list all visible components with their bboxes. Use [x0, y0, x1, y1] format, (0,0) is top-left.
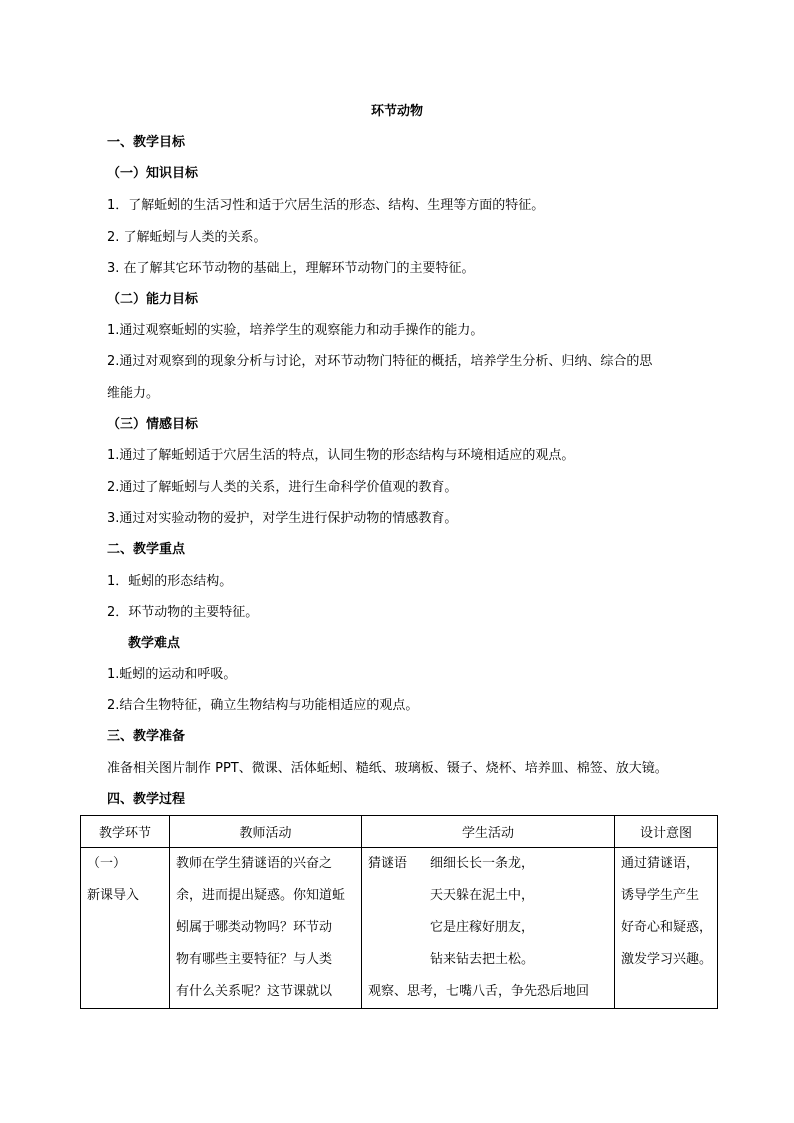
stage-number: （一）	[87, 856, 127, 871]
header-teacher-activity: 教师活动	[170, 816, 362, 848]
riddle-label: 猜谜语	[368, 856, 408, 871]
header-stage: 教学环节	[81, 816, 170, 848]
difficulty-item: 1.蚯蚓的运动和呼吸。	[107, 667, 237, 682]
knowledge-item: 1．了解蚯蚓的生活习性和适于穴居生活的形态、结构、生理等方面的特征。	[107, 198, 545, 213]
intent-line: 诱导学生产生	[621, 888, 700, 903]
difficulty-item: 2.结合生物特征，确立生物结构与功能相适应的观点。	[107, 698, 419, 713]
riddle-text: 钻来钻去把土松。	[430, 952, 535, 967]
teacher-line: 有什么关系呢？这节课就以	[176, 984, 333, 999]
riddle-text: 它是庄稼好朋友，	[430, 920, 535, 935]
section-heading-process: 四、教学过程	[107, 792, 186, 807]
stage-name: 新课导入	[87, 888, 140, 903]
section-heading-key-points: 二、教学重点	[107, 542, 186, 557]
section-heading-preparation: 三、教学准备	[107, 729, 186, 744]
emotion-item: 3.通过对实验动物的爱护，对学生进行保护动物的情感教育。	[107, 511, 458, 526]
knowledge-item: 3. 在了解其它环节动物的基础上，理解环节动物门的主要特征。	[107, 261, 475, 276]
teacher-line: 蚓属于哪类动物吗？环节动	[176, 920, 333, 935]
intent-line: 激发学习兴趣。	[621, 952, 713, 967]
design-intent-cell	[615, 848, 718, 1009]
student-activity-cell	[362, 848, 615, 1009]
emotion-item: 1.通过了解蚯蚓适于穴居生活的特点，认同生物的形态结构与环境相适应的观点。	[107, 448, 575, 463]
emotion-item: 2.通过了解蚯蚓与人类的关系，进行生命科学价值观的教育。	[107, 480, 458, 495]
preparation-text: 准备相关图片制作 PPT、微课、活体蚯蚓、糙纸、玻璃板、镊子、烧杯、培养皿、棉签、放大镜。	[107, 761, 668, 776]
ability-item-continuation: 维能力。	[107, 386, 160, 401]
ability-item: 1.通过观察蚯蚓的实验，培养学生的观察能力和动手操作的能力。	[107, 323, 484, 338]
knowledge-item: 2. 了解蚯蚓与人类的关系。	[107, 230, 267, 245]
intent-line: 通过猜谜语，	[621, 856, 700, 871]
teacher-line: 物有哪些主要特征？与人类	[176, 952, 333, 967]
stage-cell	[81, 848, 170, 1009]
riddle-line	[368, 848, 614, 880]
process-table	[80, 815, 718, 1009]
table-row	[81, 848, 718, 1009]
student-response-line: 观察、思考，七嘴八舌，争先恐后地回	[368, 984, 590, 999]
subheading-emotion: （三）情感目标	[107, 417, 199, 432]
teacher-activity-cell	[170, 848, 362, 1009]
teacher-line: 教师在学生猜谜语的兴奋之	[176, 856, 333, 871]
section-heading-objectives: 一、教学目标	[107, 135, 186, 150]
subheading-knowledge: （一）知识目标	[107, 166, 199, 181]
subheading-difficulty: 教学难点	[128, 636, 181, 651]
document-title: 环节动物	[370, 104, 423, 119]
table-header-row	[81, 816, 718, 848]
riddle-text: 天天躲在泥土中，	[430, 888, 535, 903]
intent-line: 好奇心和疑惑，	[621, 920, 713, 935]
key-point-item: 2．环节动物的主要特征。	[107, 605, 259, 620]
subheading-ability: （二）能力目标	[107, 292, 199, 307]
ability-item: 2.通过对观察到的现象分析与讨论，对环节动物门特征的概括，培养学生分析、归纳、综合的思	[107, 354, 653, 369]
header-design-intent: 设计意图	[615, 816, 718, 848]
teacher-line: 余，进而提出疑惑。你知道蚯	[176, 888, 346, 903]
header-student-activity: 学生活动	[362, 816, 615, 848]
riddle-text: 细细长长一条龙，	[430, 856, 535, 871]
key-point-item: 1．蚯蚓的形态结构。	[107, 574, 233, 589]
